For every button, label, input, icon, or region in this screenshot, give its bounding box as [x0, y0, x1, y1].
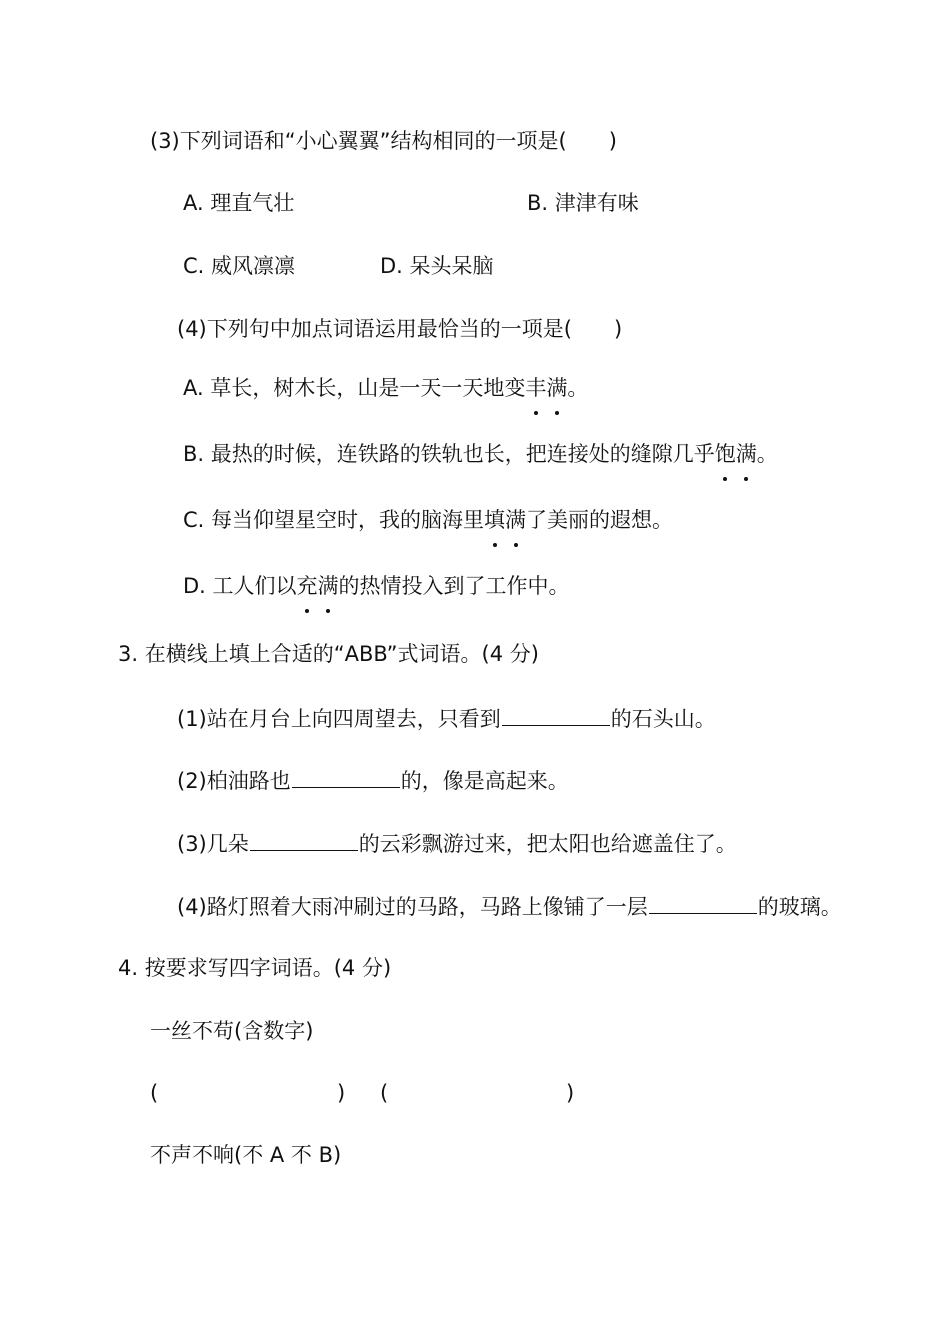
option-c	[183, 251, 295, 281]
question-title-text: 4. 按要求写四字词语。(4 分)	[118, 956, 392, 980]
option-text-end: 。	[567, 376, 589, 400]
fill-in-blank[interactable]	[502, 703, 610, 726]
example-word-2	[150, 1140, 341, 1170]
question-title-text: 3. 在横线上填上合适的“ABB”式词语。(4 分)	[118, 642, 539, 666]
emphasis-dots	[715, 477, 757, 481]
option-d	[183, 571, 570, 601]
answer-paren-1[interactable]	[150, 1078, 158, 1108]
paren-close: )	[337, 1081, 346, 1105]
sentence-text: (3)几朵	[177, 832, 249, 856]
option-text-end: 的热情投入到了工作中。	[338, 574, 570, 598]
stem-close: )	[613, 317, 623, 341]
dotted-word	[525, 373, 567, 403]
option-c	[183, 505, 673, 535]
paren-close: )	[566, 1081, 575, 1105]
emphasis-dots	[525, 411, 567, 415]
sentence-text: (1)站在月台上向四周望去，只看到	[177, 707, 501, 731]
option-text: D. 工人们以	[183, 574, 297, 598]
question-2-4-stem	[177, 314, 622, 344]
paren-open: (	[150, 1081, 159, 1105]
stem-text: (3)下列词语和“小心翼翼”结构相同的一项是(	[150, 129, 567, 153]
option-a	[183, 373, 588, 403]
dotted-word	[484, 505, 526, 535]
fill-in-blank[interactable]	[292, 765, 400, 788]
option-d	[380, 251, 494, 281]
option-a-text: A. 理直气壮	[183, 191, 295, 215]
option-text-end: 。	[756, 442, 778, 466]
option-b	[527, 188, 639, 218]
option-b-text: B. 津津有味	[527, 191, 639, 215]
question-4-title	[118, 953, 391, 983]
option-text: B. 最热的时候，连铁路的铁轨也长，把连接处的缝隙几乎	[183, 442, 715, 466]
option-a	[183, 188, 294, 218]
sentence-text: (4)路灯照着大雨冲刷过的马路，马路上像铺了一层	[177, 895, 648, 919]
option-d-text: D. 呆头呆脑	[380, 254, 494, 278]
sentence-text-end: 的玻璃。	[757, 895, 842, 919]
dotted-word-text: 丰满	[525, 376, 568, 400]
emphasis-dots	[484, 543, 526, 547]
fill-in-blank[interactable]	[649, 891, 757, 914]
answer-paren-2-close	[566, 1078, 574, 1108]
sentence-text-end: 的石头山。	[610, 707, 716, 731]
paren-open: (	[380, 1081, 389, 1105]
fill-in-blank[interactable]	[250, 828, 358, 851]
example-word-text: 一丝不苟(含数字)	[150, 1019, 314, 1043]
question-3-sentence-2	[177, 765, 569, 796]
question-2-3-stem	[150, 126, 617, 156]
dotted-word	[297, 571, 339, 601]
example-word-text: 不声不响(不 A 不 B)	[150, 1143, 342, 1167]
sentence-text-end: 的云彩飘游过来，把太阳也给遮盖住了。	[358, 832, 737, 856]
emphasis-dots	[297, 609, 339, 613]
dotted-word-text: 填满	[484, 508, 527, 532]
question-3-sentence-4	[177, 891, 842, 922]
answer-paren-2[interactable]	[380, 1078, 388, 1108]
stem-close: )	[608, 129, 617, 153]
option-c-text: C. 威风凛凛	[183, 254, 296, 278]
sentence-text: (2)柏油路也	[177, 769, 291, 793]
stem-text: (4)下列句中加点词语运用最恰当的一项是(	[177, 317, 572, 341]
option-text: C. 每当仰望星空时，我的脑海里	[183, 508, 485, 532]
question-3-sentence-3	[177, 828, 737, 859]
option-text-end: 了美丽的遐想。	[526, 508, 674, 532]
question-3-title	[118, 639, 539, 669]
dotted-word	[715, 439, 757, 469]
option-text: A. 草长，树木长，山是一天一天地变	[183, 376, 526, 400]
answer-paren-1-close	[337, 1078, 345, 1108]
dotted-word-text: 饱满	[714, 442, 757, 466]
sentence-text-end: 的，像是高起来。	[400, 769, 569, 793]
option-b	[183, 439, 778, 469]
example-word-1	[150, 1016, 313, 1046]
question-3-sentence-1	[177, 703, 716, 734]
dotted-word-text: 充满	[296, 574, 339, 598]
